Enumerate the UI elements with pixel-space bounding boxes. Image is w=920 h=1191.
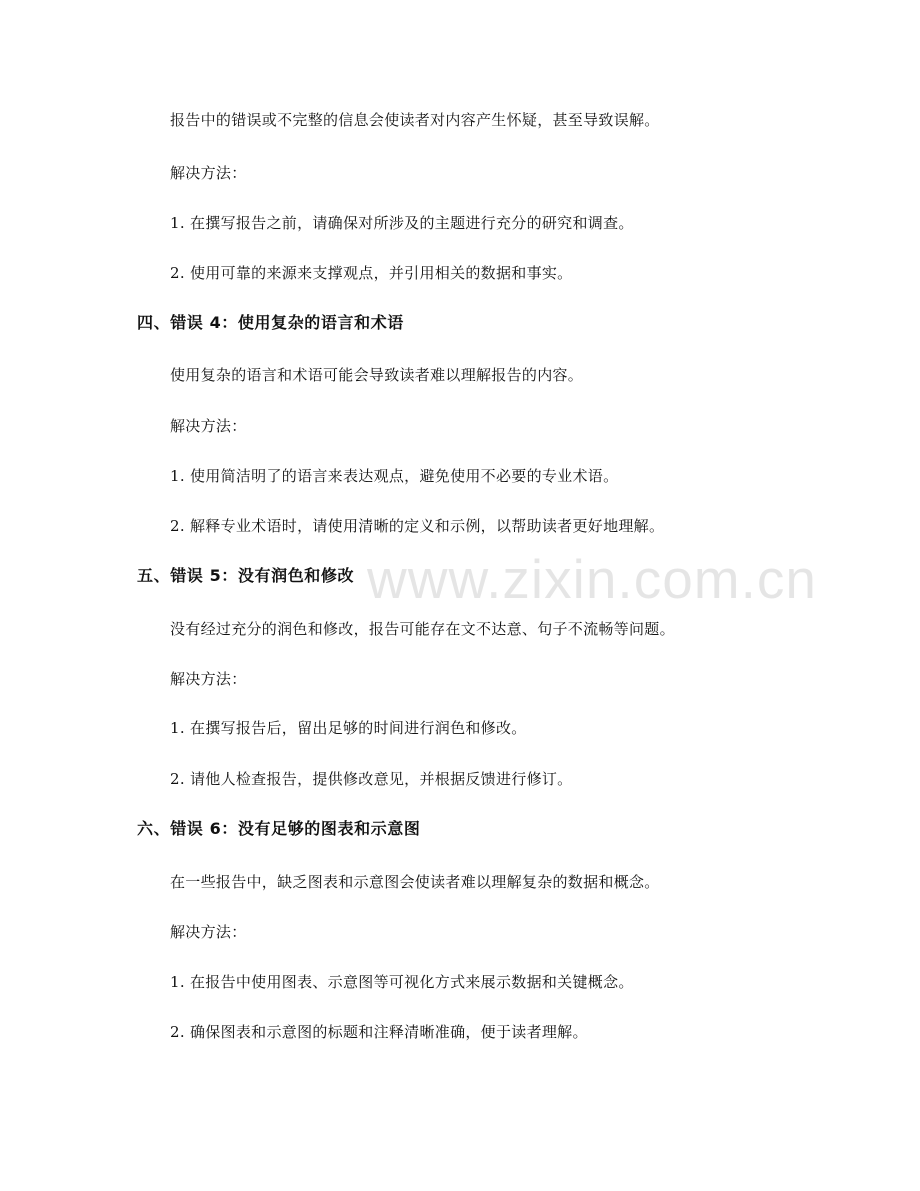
solution-item: 1. 使用简洁明了的语言来表达观点，避免使用不必要的专业术语。 xyxy=(170,467,619,485)
paragraph-description: 在一些报告中，缺乏图表和示意图会使读者难以理解复杂的数据和概念。 xyxy=(170,873,660,891)
paragraph-description: 没有经过充分的润色和修改，报告可能存在文不达意、句子不流畅等问题。 xyxy=(170,620,675,638)
section-heading-5: 五、错误 5：没有润色和修改 xyxy=(137,566,355,585)
solution-label: 解决方法： xyxy=(170,417,247,435)
solution-label: 解决方法： xyxy=(170,923,247,941)
solution-item: 2. 确保图表和示意图的标题和注释清晰准确，便于读者理解。 xyxy=(170,1023,588,1041)
solution-item: 1. 在撰写报告后，留出足够的时间进行润色和修改。 xyxy=(170,719,527,737)
solution-item: 2. 使用可靠的来源来支撑观点，并引用相关的数据和事实。 xyxy=(170,264,573,282)
solution-item: 2. 解释专业术语时，请使用清晰的定义和示例，以帮助读者更好地理解。 xyxy=(170,517,665,535)
section-heading-6: 六、错误 6：没有足够的图表和示意图 xyxy=(137,819,421,838)
solution-item: 1. 在撰写报告之前，请确保对所涉及的主题进行充分的研究和调查。 xyxy=(170,214,634,232)
solution-item: 1. 在报告中使用图表、示意图等可视化方式来展示数据和关键概念。 xyxy=(170,973,634,991)
solution-label: 解决方法： xyxy=(170,670,247,688)
paragraph-error-effect: 报告中的错误或不完整的信息会使读者对内容产生怀疑，甚至导致误解。 xyxy=(170,111,660,129)
section-heading-4: 四、错误 4：使用复杂的语言和术语 xyxy=(137,313,404,332)
watermark: www.zixin.com.cn xyxy=(367,548,817,610)
solution-label: 解决方法： xyxy=(170,164,247,182)
paragraph-description: 使用复杂的语言和术语可能会导致读者难以理解报告的内容。 xyxy=(170,366,584,384)
solution-item: 2. 请他人检查报告，提供修改意见，并根据反馈进行修订。 xyxy=(170,770,573,788)
